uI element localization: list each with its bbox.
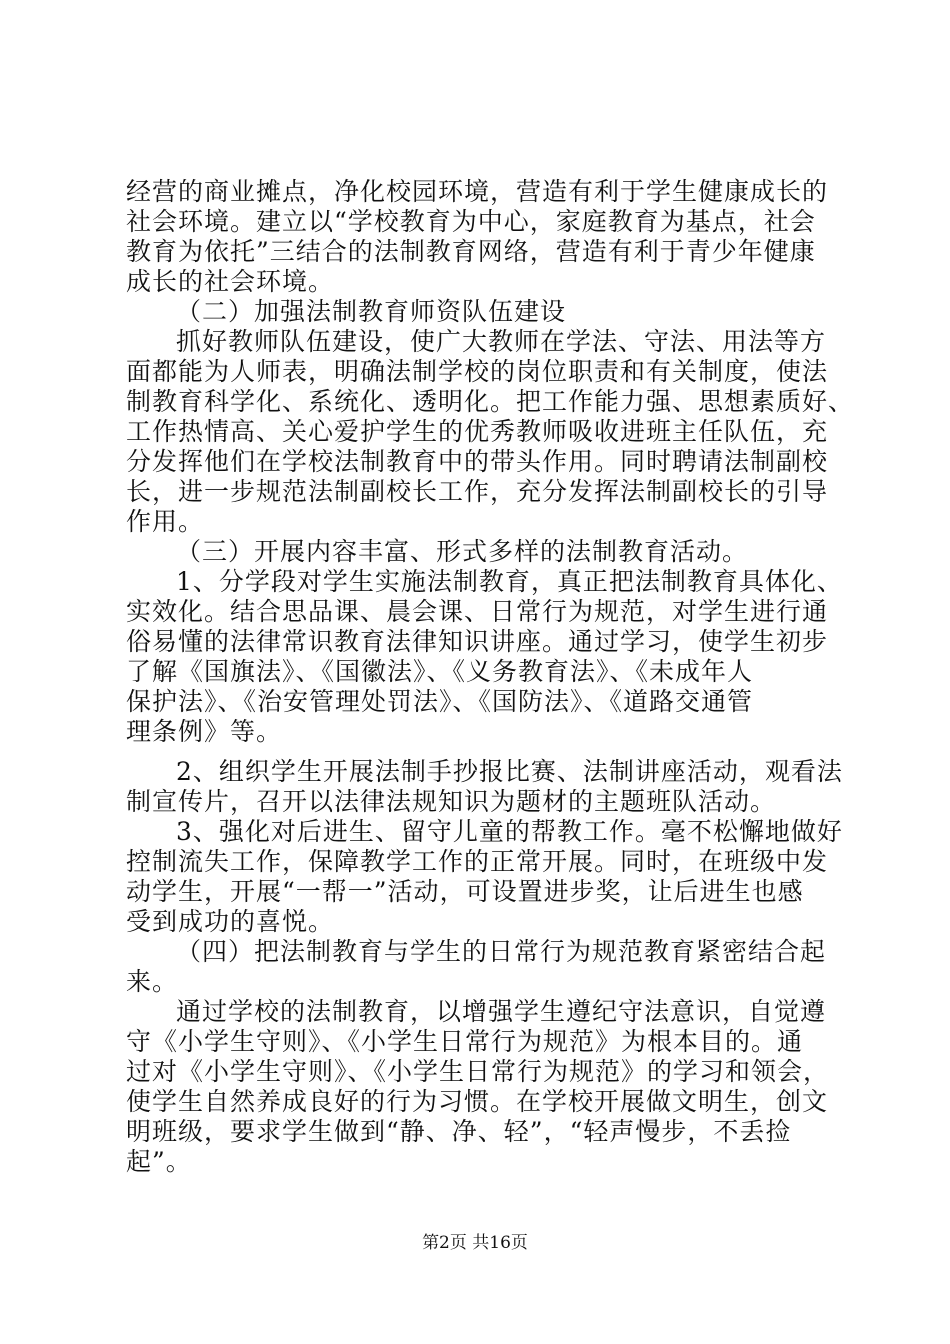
text-line: 3、强化对后进生、留守儿童的帮教工作。毫不松懈地做好 [176,817,843,846]
text-line: 社会环境。建立以“学校教育为中心，家庭教育为基点，社会 [126,207,816,236]
text-line: 使学生自然养成良好的行为习惯。在学校开展做文明生，创文 [126,1087,829,1116]
section-heading: （二）加强法制教育师资队伍建设 [176,297,567,326]
text-line: 抓好教师队伍建设，使广大教师在学法、守法、用法等方 [176,327,827,356]
text-line: 1、分学段对学生实施法制教育，真正把法制教育具体化、 [176,567,843,596]
text-line: 俗易懂的法律常识教育法律知识讲座。通过学习，使学生初步 [126,627,829,656]
text-line: 保护法》、《治安管理处罚法》、《国防法》、《道路交通管 [126,687,754,716]
text-line: 经营的商业摊点，净化校园环境，营造有利于学生健康成长的 [126,177,829,206]
section-heading: （三）开展内容丰富、形式多样的法制教育活动。 [176,537,749,566]
text-line: 长，进一步规范法制副校长工作，充分发挥法制副校长的引导 [126,477,829,506]
text-line: 2、组织学生开展法制手抄报比赛、法制讲座活动，观看法 [176,757,843,786]
text-line: 分发挥他们在学校法制教育中的带头作用。同时聘请法制副校 [126,447,829,476]
text-line: 控制流失工作，保障教学工作的正常开展。同时，在班级中发 [126,847,829,876]
text-line: 成长的社会环境。 [126,267,335,296]
text-line: 了解《国旗法》、《国徽法》、《义务教育法》、《未成年人 [126,657,754,686]
text-line: 来。 [126,967,179,996]
text-line: 理条例》等。 [126,717,283,746]
text-line: 实效化。结合思品课、晨会课、日常行为规范，对学生进行通 [126,597,829,626]
text-line: 制宣传片，召开以法律法规知识为题材的主题班队活动。 [126,787,777,816]
text-line: 教育为依托”三结合的法制教育网络，营造有利于青少年健康 [126,237,816,266]
text-line: 起”。 [126,1147,192,1176]
text-line: 工作热情高、关心爱护学生的优秀教师吸收进班主任队伍，充 [126,417,829,446]
text-line: 守《小学生守则》、《小学生日常行为规范》为根本目的。通 [126,1027,804,1056]
text-line: 通过学校的法制教育，以增强学生遵纪守法意识，自觉遵 [176,997,827,1026]
text-line: 过对《小学生守则》、《小学生日常行为规范》的学习和领会， [126,1057,830,1086]
text-line: 制教育科学化、系统化、透明化。把工作能力强、思想素质好、 [126,387,855,416]
text-line: 明班级，要求学生做到“静、净、轻”，“轻声慢步，不丢捡 [126,1117,792,1146]
page-number-footer: 第2页 共16页 [422,1233,528,1253]
text-line: 受到成功的喜悦。 [126,907,335,936]
text-line: 动学生，开展“一帮一”活动，可设置进步奖，让后进生也感 [126,877,804,906]
section-heading: （四）把法制教育与学生的日常行为规范教育紧密结合起 [176,937,827,966]
text-line: 面都能为人师表，明确法制学校的岗位职责和有关制度，使法 [126,357,829,386]
text-line: 作用。 [126,507,205,536]
